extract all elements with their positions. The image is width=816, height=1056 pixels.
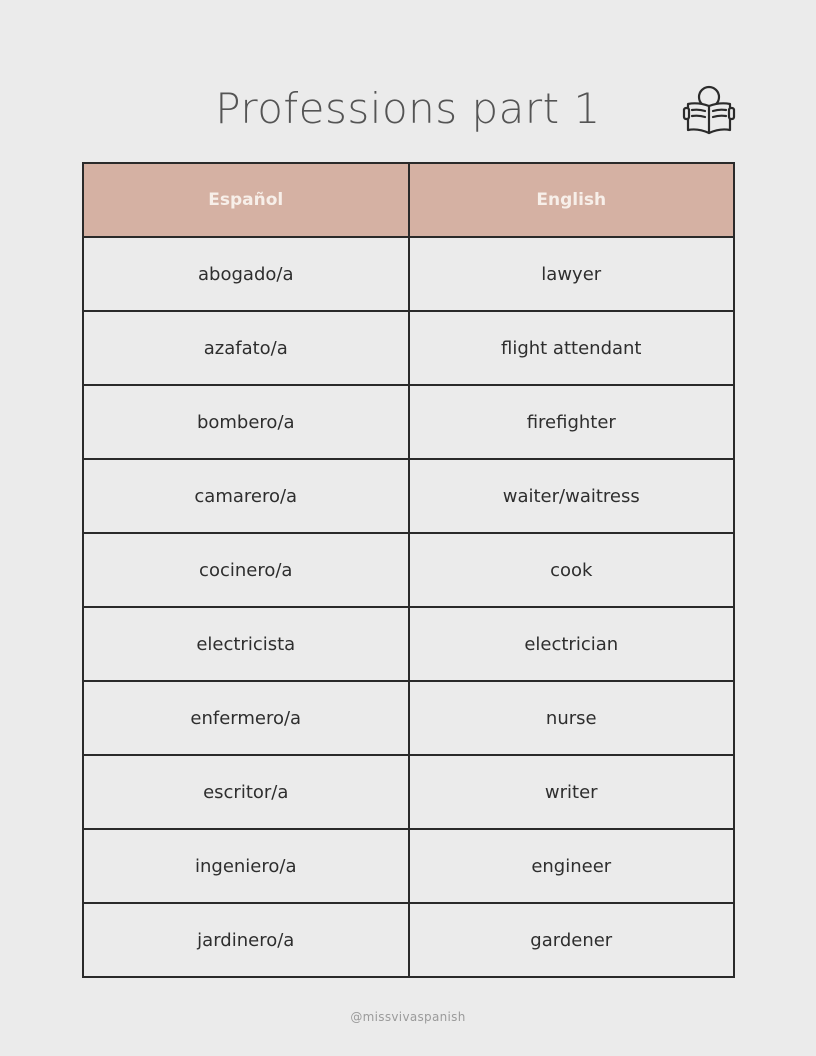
english-word: electrician [409, 607, 735, 681]
spanish-word: escritor/a [83, 755, 409, 829]
open-book-reader-icon [682, 84, 736, 136]
spanish-word: electricista [83, 607, 409, 681]
spanish-word: enfermero/a [83, 681, 409, 755]
english-word: cook [409, 533, 735, 607]
spanish-word: cocinero/a [83, 533, 409, 607]
english-word: lawyer [409, 237, 735, 311]
english-word: writer [409, 755, 735, 829]
spanish-word: abogado/a [83, 237, 409, 311]
table-header-row [83, 163, 734, 237]
table-row [83, 385, 734, 459]
table-row [83, 755, 734, 829]
english-word: waiter/waitress [409, 459, 735, 533]
table-row [83, 459, 734, 533]
table-row [83, 533, 734, 607]
vocabulary-table [82, 162, 735, 978]
spanish-word: bombero/a [83, 385, 409, 459]
table-row [83, 681, 734, 755]
table-row [83, 311, 734, 385]
column-header-spanish: Español [83, 163, 409, 237]
english-word: gardener [409, 903, 735, 977]
spanish-word: jardinero/a [83, 903, 409, 977]
page-title: Professions part 1 [215, 84, 601, 133]
english-word: nurse [409, 681, 735, 755]
footer-credit: @missvivaspanish [350, 1010, 466, 1024]
spanish-word: ingeniero/a [83, 829, 409, 903]
spanish-word: camarero/a [83, 459, 409, 533]
table-row [83, 237, 734, 311]
table-row [83, 903, 734, 977]
table-row [83, 607, 734, 681]
english-word: flight attendant [409, 311, 735, 385]
english-word: firefighter [409, 385, 735, 459]
table-row [83, 829, 734, 903]
english-word: engineer [409, 829, 735, 903]
column-header-english: English [409, 163, 735, 237]
spanish-word: azafato/a [83, 311, 409, 385]
